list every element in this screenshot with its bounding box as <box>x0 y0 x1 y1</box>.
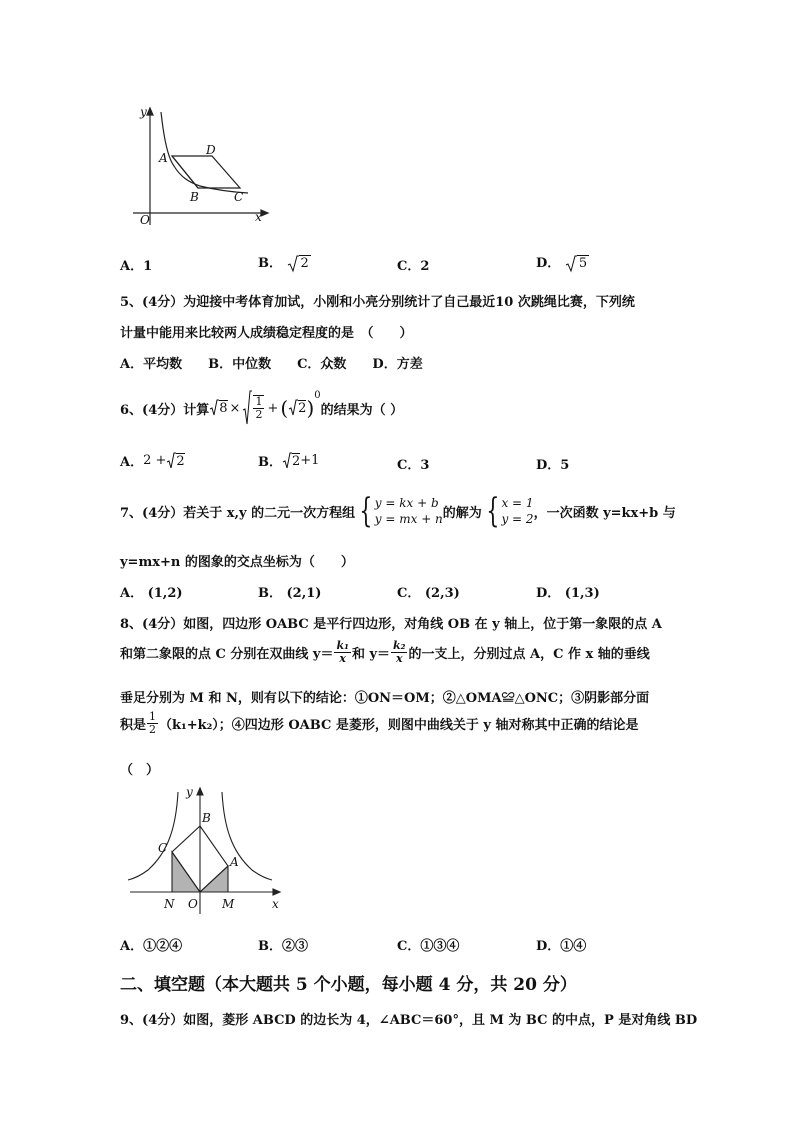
close-paren: ) <box>306 396 315 420</box>
label-y: y <box>140 105 147 119</box>
sqrt-sign-icon <box>242 390 252 426</box>
sqrt-sign-icon <box>565 255 577 273</box>
q8-line4-b: （k₁+k₂）；④四边形 OABC 是菱形，则图中曲线关于 y 轴对称其中正确的结论是 <box>159 718 639 733</box>
q8-line2 <box>120 640 650 665</box>
q8-option-a[interactable]: A．①②④ <box>120 939 183 954</box>
q6-radicand-2: 2 <box>298 401 307 416</box>
label-c: C <box>234 190 244 204</box>
q6-option-c[interactable]: C．3 <box>397 458 430 473</box>
times-sign: × <box>229 400 241 416</box>
q4-option-a[interactable]: A．1 <box>120 259 153 274</box>
sqrt-sign-icon <box>287 255 299 273</box>
q8-line4 <box>120 711 638 736</box>
label-o: O <box>188 897 198 911</box>
q6-option-a-prefix: A． <box>120 455 144 470</box>
q8-line3: 垂足分别为 M 和 N，则有以下的结论：①ON＝OM；②△OMA≌△ONC；③阴影部分面 <box>120 691 650 706</box>
label-m: M <box>222 897 235 911</box>
q6-option-b[interactable] <box>258 451 319 470</box>
q7-eq2: y = mx + n <box>374 512 443 526</box>
q6-stem <box>120 390 403 426</box>
label-b: B <box>202 811 211 825</box>
label-n: N <box>164 897 175 911</box>
hyperbola-curve <box>161 112 248 193</box>
q4-option-b[interactable] <box>258 252 311 273</box>
q4-option-d-radicand: 5 <box>578 256 588 271</box>
left-brace: { <box>359 491 373 531</box>
q7-line2: y=mx+n 的图象的交点坐标为（ ） <box>120 555 354 570</box>
q7-prefix: 7、(4分）若关于 x,y 的二元一次方程组 <box>120 505 356 521</box>
q6-frac-den: 2 <box>255 408 263 421</box>
q8-k2: k₂ <box>393 639 406 652</box>
label-a: A <box>230 855 239 869</box>
q8-option-c[interactable]: C．①③④ <box>397 939 460 954</box>
q8-line4-a: 积是 <box>120 718 147 733</box>
q8-line2-b: 和 y＝ <box>351 647 391 662</box>
q8-k1: k₁ <box>336 639 349 652</box>
parallelogram-abcd <box>172 156 240 188</box>
label-x: x <box>255 210 262 224</box>
plus-sign: + <box>267 400 279 416</box>
segment-ab <box>172 156 198 188</box>
q7-suffix: ，一次函数 y=kx+b 与 <box>533 505 676 521</box>
q8-half-num: 1 <box>149 710 157 723</box>
q9-line1: 9、(4分）如图，菱形 ABCD 的边长为 4，∠ABC＝60°，且 M 为 BC 的中点，P 是对角线 BD <box>120 1013 698 1028</box>
label-d: D <box>206 143 216 157</box>
q7-system <box>375 495 443 527</box>
sqrt-sign-icon <box>282 452 292 470</box>
q8-frac-k1 <box>334 640 350 665</box>
q4-option-c[interactable]: C．2 <box>397 259 430 274</box>
q6-option-a[interactable] <box>120 451 185 470</box>
q6-prefix: 6、(4分）计算 <box>120 402 210 418</box>
sqrt-sign-icon <box>209 399 219 417</box>
q8-half-den: 2 <box>149 723 157 736</box>
q5-options[interactable]: A．平均数 B．中位数 C．众数 D．方差 <box>120 357 423 372</box>
q7-sol1: x = 1 <box>501 496 534 510</box>
section-header-fill-in: 二、填空题（本大题共 5 个小题，每小题 4 分，共 20 分） <box>120 975 577 995</box>
q8-line5: （ ） <box>120 763 160 778</box>
q6-exponent: 0 <box>314 390 321 401</box>
q6-option-b-prefix: B． <box>258 455 282 470</box>
hyperbola-left <box>128 792 178 880</box>
q8-line1: 8、(4分）如图，四边形 OABC 是平行四边形，对角线 OB 在 y 轴上，位于第一象限的点 A <box>120 617 662 632</box>
q8-line2-a: 和第二象限的点 C 分别在双曲线 y＝ <box>120 647 334 662</box>
q8-frac-k2 <box>391 640 407 665</box>
q6-option-a-lead: 2 + <box>143 453 167 468</box>
q4-option-b-radicand: 2 <box>300 256 309 271</box>
left-brace: { <box>486 491 500 531</box>
q5-line2: 计量中能用来比较两人成绩稳定程度的是 （ ） <box>120 326 413 341</box>
q7-option-a[interactable]: A． (1,2) <box>120 586 183 601</box>
sqrt-sign-icon <box>288 399 298 417</box>
q7-mid: 的解为 <box>442 505 482 521</box>
label-c: C <box>158 841 168 855</box>
q6-option-b-tail: +1 <box>300 453 320 468</box>
q7-stem <box>120 491 676 531</box>
q4-option-d-prefix: D． <box>536 256 561 271</box>
q6-frac-num: 1 <box>255 395 263 408</box>
sqrt-sign-icon <box>166 452 176 470</box>
q8-option-b[interactable]: B．②③ <box>258 939 308 954</box>
q6-option-a-radicand: 2 <box>176 453 185 469</box>
q6-option-d[interactable]: D．5 <box>536 458 570 473</box>
label-y: y <box>186 785 193 799</box>
q6-radicand-8: 8 <box>219 401 228 416</box>
q7-sol2: y = 2 <box>501 512 534 526</box>
q7-option-d[interactable]: D． (1,3) <box>536 586 600 601</box>
q7-option-c[interactable]: C． (2,3) <box>397 586 460 601</box>
label-b: B <box>190 190 199 204</box>
q8-x-den-2: x <box>395 652 403 665</box>
label-o: O <box>140 213 150 227</box>
q8-frac-half <box>147 711 158 736</box>
q4-option-b-prefix: B． <box>258 256 282 271</box>
q8-line2-c: 的一支上，分别过点 A，C 作 x 轴的垂线 <box>408 647 650 662</box>
open-paren: ( <box>280 396 289 420</box>
label-a: A <box>159 151 168 165</box>
q6-suffix: 的结果为（ ） <box>320 402 404 418</box>
q6-option-b-radicand: 2 <box>292 453 301 469</box>
q7-solution <box>501 495 533 527</box>
q7-eq1: y = kx + b <box>374 496 439 510</box>
q8-option-d[interactable]: D．①④ <box>536 939 587 954</box>
q6-fraction <box>253 395 264 421</box>
q8-x-den-1: x <box>339 652 346 665</box>
figure-hyperbola-parallelogram <box>128 100 278 230</box>
figure-parallelogram-oabc <box>120 782 290 918</box>
q7-option-b[interactable]: B． (2,1) <box>258 586 322 601</box>
label-x: x <box>272 897 279 911</box>
q5-line1: 5、(4分）为迎接中考体育加试，小刚和小亮分别统计了自己最近10 次跳绳比赛，下列统 <box>120 295 635 310</box>
q4-option-d[interactable] <box>536 252 589 273</box>
